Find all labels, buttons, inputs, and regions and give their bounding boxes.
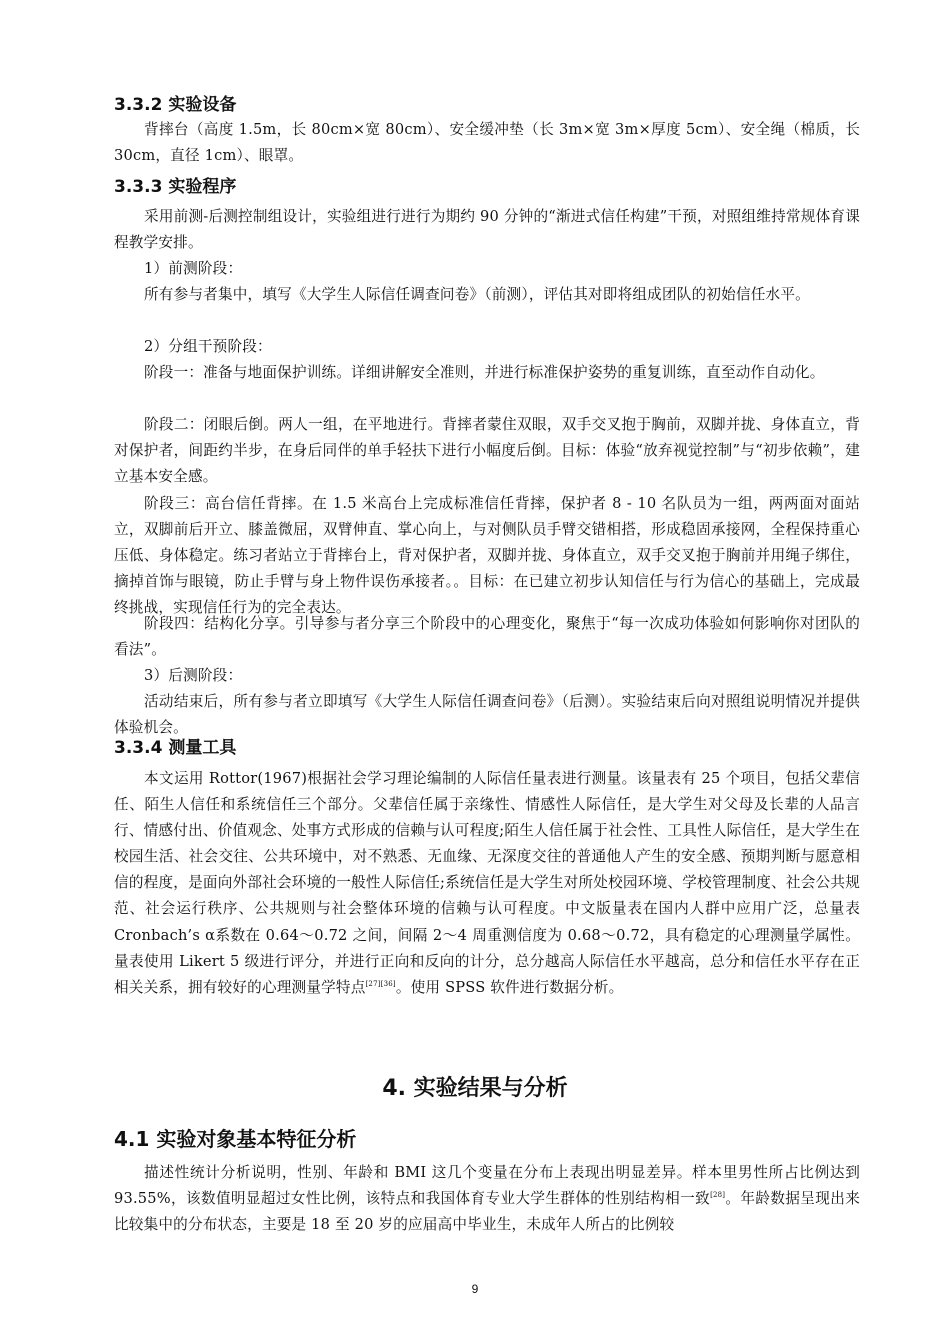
- section-heading-4-1: 4.1 实验对象基本特征分析: [114, 1127, 357, 1151]
- stage-four-paragraph: 阶段四：结构化分享。引导参与者分享三个阶段中的心理变化，聚焦于“每一次成功体验如何影响你对团队的看法”。: [114, 615, 860, 659]
- page-number: 9: [471, 1282, 479, 1296]
- citation-28: [28]: [710, 1191, 726, 1200]
- stage-three-paragraph: 阶段三：高台信任背摔。在 1.5 米高台上完成标准信任背摔，保护者 8 - 10 名队员为一组，两两面对面站立，双脚前后开立、膝盖微屈，双臂伸直、掌心向上，与对侧队员手臂交错相搭，形成稳固承接网，全程保持重心压低、身体稳定。练习者站立于背摔台上，背对保护者，双脚并拢、身体直立，双手交叉抱于胸前并用绳子绑住，摘掉首饰与眼镜，防止手臂与身上物件误伤承接者。。目标：在已建立初步认知信任与行为信心的基础上，完成最终挑战，实现信任行为的完全表达。: [114, 495, 860, 617]
- measurement-paragraph: [114, 766, 860, 1001]
- intervention-label: 2）分组干预阶段：: [144, 338, 272, 355]
- equipment-paragraph: 背摔台（高度 1.5m，长 80cm×宽 80cm）、安全缓冲垫（长 3m×宽 3m×厚度 5cm）、安全绳（棉质，长 30cm，直径 1cm）、眼罩。: [114, 121, 860, 165]
- section-heading-3-3-2: 3.3.2 实验设备: [114, 95, 237, 115]
- posttest-label: 3）后测阶段：: [144, 667, 243, 684]
- citation-27-36: [27][36]: [365, 979, 396, 988]
- pretest-label: 1）前测阶段：: [144, 260, 243, 277]
- characteristics-tail: 。年龄数据呈现出来比较集中的分布状态，主要是 18 至 20 岁的应届高中毕业生，未成年人所占的比例较: [114, 1190, 860, 1234]
- procedure-design-paragraph: 采用前测-后测控制组设计，实验组进行进行为期约 90 分钟的“渐进式信任构建”干预，对照组维持常规体育课程教学安排。: [114, 208, 860, 252]
- characteristics-paragraph: [114, 1160, 860, 1238]
- section-heading-3-3-3: 3.3.3 实验程序: [114, 177, 237, 197]
- stage-one-paragraph: 阶段一：准备与地面保护训练。详细讲解安全准则，并进行标准保护姿势的重复训练，直至动作自动化。: [144, 364, 825, 381]
- section-heading-3-3-4: 3.3.4 测量工具: [114, 738, 237, 758]
- chapter-title: 4. 实验结果与分析: [382, 1076, 568, 1101]
- stage-two-paragraph: 阶段二：闭眼后倒。两人一组，在平地进行。背摔者蒙住双眼，双手交叉抱于胸前，双脚并拢、身体直立，背对保护者，间距约半步，在身后同伴的单手轻扶下进行小幅度后倒。目标：体验“放弃视觉控制”与“初步依赖”，建立基本安全感。: [114, 416, 860, 486]
- pretest-paragraph: 所有参与者集中，填写《大学生人际信任调查问卷》（前测），评估其对即将组成团队的初始信任水平。: [144, 286, 810, 303]
- characteristics-text: 描述性统计分析说明，性别、年龄和 BMI 这几个变量在分布上表现出明显差异。样本里男性所占比例达到 93.55%，该数值明显超过女性比例，该特点和我国体育专业大学生群体的性别结构相一致: [114, 1164, 860, 1208]
- measurement-text: 本文运用 Rottor(1967)根据社会学习理论编制的人际信任量表进行测量。该量表有 25 个项目，包括父辈信任、陌生人信任和系统信任三个部分。父辈信任属于亲缘性、情感性人际信任，是大学生对父母及长辈的人品言行、情感付出、价值观念、处事方式形成的信赖与认可程度;陌生人信任属于社会性、工具性人际信任，是大学生在校园生活、社会交往、公共环境中，对不熟悉、无血缘、无深度交往的普通他人产生的安全感、预期判断与愿意相信的程度，是面向外部社会环境的一般性人际信任;系统信任是大学生对所处校园环境、学校管理制度、社会公共规范、社会运行秩序、公共规则与社会整体环境的信赖与认可程度。中文版量表在国内人群中应用广泛，总量表 Cronbach’s α系数在 0.64～0.72 之间，间隔 2～4 周重测信度为 0.68～0.72，具有稳定的心理测量学属性。量表使用 Likert 5 级进行评分，并进行正向和反向的计分，总分越高人际信任水平越高，总分和信任水平存在正相关关系，拥有较好的心理测量学特点: [114, 770, 860, 996]
- posttest-paragraph: 活动结束后，所有参与者立即填写《大学生人际信任调查问卷》（后测）。实验结束后向对照组说明情况并提供体验机会。: [114, 693, 860, 737]
- measurement-tail: 。使用 SPSS 软件进行数据分析。: [395, 978, 624, 996]
